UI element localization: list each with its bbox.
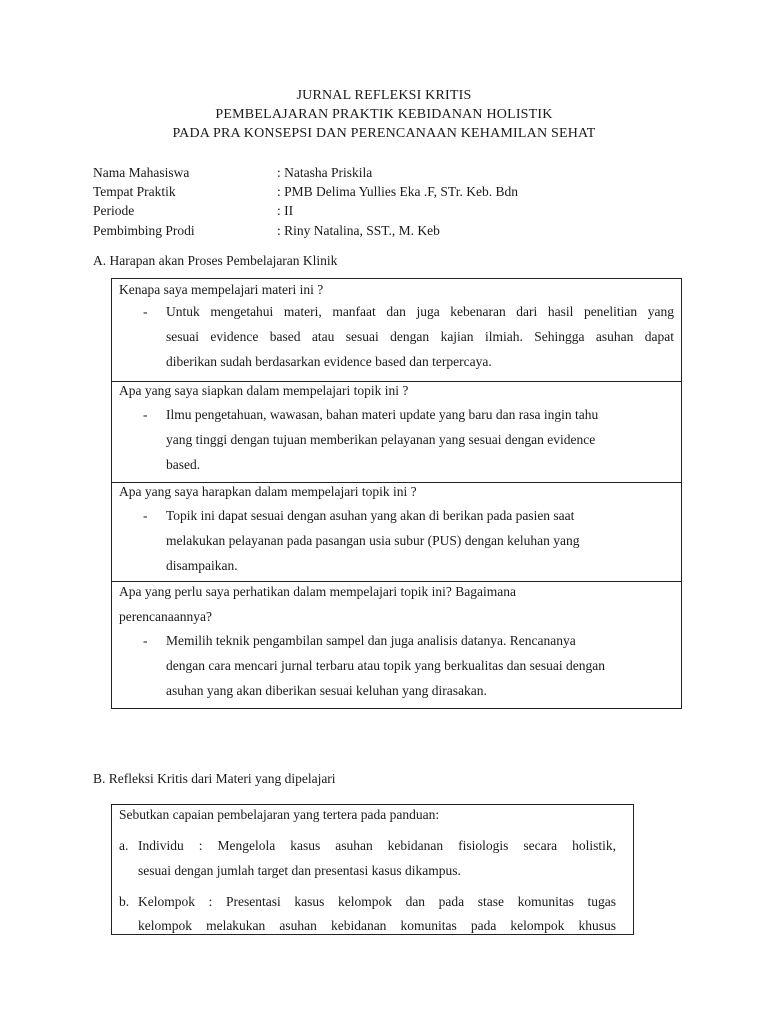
list-marker: b. <box>119 894 130 909</box>
list-marker: a. <box>119 838 129 853</box>
info-value: : PMB Delima Yullies Eka .F, STr. Keb. Bdn <box>277 184 518 199</box>
list-item-line: kelompok melakukan asuhan kebidanan komunitas pada kelompok khusus <box>138 918 616 933</box>
table-row <box>112 381 681 482</box>
section-a-table <box>111 278 682 709</box>
info-label: Nama Mahasiswa <box>93 165 190 180</box>
bullet-dash: - <box>143 407 148 422</box>
section-b-heading: B. Refleksi Kritis dari Materi yang dipelajari <box>93 771 336 786</box>
bullet-dash: - <box>143 304 148 319</box>
bullet-dash: - <box>143 508 148 523</box>
document-title-line-3: PADA PRA KONSEPSI DAN PERENCANAAN KEHAMILAN SEHAT <box>172 126 596 141</box>
info-value: : II <box>277 203 294 218</box>
answer-line: melakukan pelayanan pada pasangan usia subur (PUS) dengan keluhan yang <box>166 533 580 548</box>
document-title-line-2: PEMBELAJARAN PRAKTIK KEBIDANAN HOLISTIK <box>215 107 553 122</box>
document-title-line-1: JURNAL REFLEKSI KRITIS <box>296 88 472 103</box>
answer-line: based. <box>166 457 201 472</box>
bullet-dash: - <box>143 633 148 648</box>
table-row <box>112 482 681 581</box>
table-row <box>112 581 681 708</box>
list-item-line: sesuai dengan jumlah target dan presentasi kasus dikampus. <box>138 863 461 878</box>
row-question: perencanaannya? <box>119 609 212 624</box>
row-question: Apa yang saya siapkan dalam mempelajari topik ini ? <box>119 383 409 398</box>
answer-line: Topik ini dapat sesuai dengan asuhan yang akan di berikan pada pasien saat <box>166 508 575 523</box>
answer-line: Ilmu pengetahuan, wawasan, bahan materi update yang baru dan rasa ingin tahu <box>166 407 599 422</box>
answer-line: Untuk mengetahui materi, manfaat dan juga kebenaran dari hasil penelitian yang <box>166 304 674 319</box>
answer-line: sesuai evidence based atau sesuai dengan kajian ilmiah. Sehingga asuhan dapat <box>166 329 674 344</box>
answer-line: asuhan yang akan diberikan sesuai keluhan yang dirasakan. <box>166 683 487 698</box>
section-a-heading: A. Harapan akan Proses Pembelajaran Klinik <box>93 253 338 268</box>
info-value: : Riny Natalina, SST., M. Keb <box>277 223 440 238</box>
answer-line: dengan cara mencari jurnal terbaru atau topik yang berkualitas dan sesuai dengan <box>166 658 605 673</box>
row-question: Kenapa saya mempelajari materi ini ? <box>119 282 324 297</box>
section-b-table <box>111 804 634 935</box>
info-value: : Natasha Priskila <box>277 165 373 180</box>
list-item-line: Individu : Mengelola kasus asuhan kebidanan fisiologis secara holistik, <box>138 838 616 853</box>
answer-line: disampaikan. <box>166 558 238 573</box>
row-question: Apa yang saya harapkan dalam mempelajari topik ini ? <box>119 484 417 499</box>
info-label: Periode <box>93 203 135 218</box>
table-row <box>112 279 681 381</box>
list-item-line: Kelompok : Presentasi kasus kelompok dan pada stase komunitas tugas <box>138 894 616 909</box>
answer-line: Memilih teknik pengambilan sampel dan juga analisis datanya. Rencananya <box>166 633 576 648</box>
row-question: Apa yang perlu saya perhatikan dalam mempelajari topik ini? Bagaimana <box>119 584 516 599</box>
section-b-prompt: Sebutkan capaian pembelajaran yang tertera pada panduan: <box>119 807 440 822</box>
answer-line: diberikan sudah berdasarkan evidence based dan terpercaya. <box>166 354 492 369</box>
info-label: Tempat Praktik <box>93 184 176 199</box>
info-label: Pembimbing Prodi <box>93 223 195 238</box>
answer-line: yang tinggi dengan tujuan memberikan pelayanan yang sesuai dengan evidence <box>166 432 596 447</box>
